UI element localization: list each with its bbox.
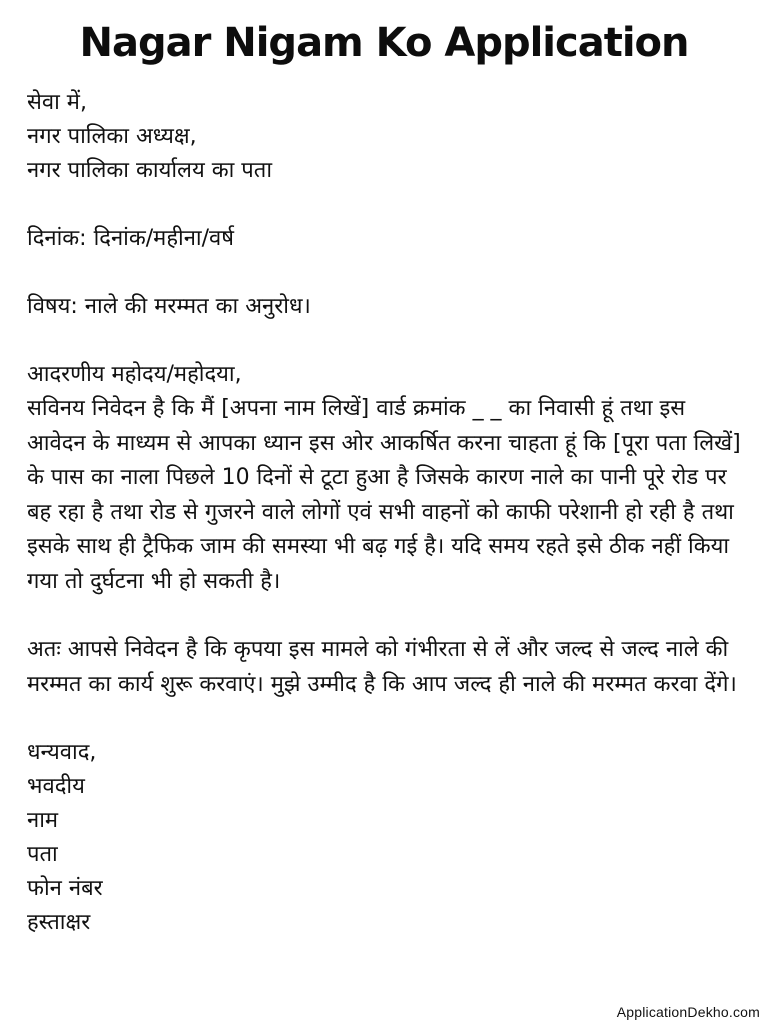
- closing-name: नाम: [27, 808, 59, 833]
- watermark: ApplicationDekho.com: [616, 1004, 760, 1020]
- date-line: दिनांक: दिनांक/महीना/वर्ष: [27, 226, 234, 251]
- body-paragraph-1: सविनय निवेदन है कि मैं [अपना नाम लिखें] वार्ड क्रमांक _ _ का निवासी हूं तथा इस आवेदन के माध्यम से आपका ध्यान इस ओर आकर्षित करना चाहता हूं कि [पूरा पता लिखें] के पास का नाला पिछले 10 दिनों से टूटा हुआ है जिसके कारण नाले का पानी पूरे रोड पर बह रहा है तथा रोड से गुजरने वाले लोगों एवं सभी वाहनों को काफी परेशानी हो रही है तथा इसके साथ ही ट्रैफिक जाम की समस्या भी बढ़ गई है। यदि समय रहते इसे ठीक नहीं किया गया तो दुर्घटना भी हो सकती है।: [27, 396, 741, 594]
- closing-thanks: धन्यवाद,: [27, 740, 97, 765]
- salutation: आदरणीय महोदय/महोदया,: [27, 362, 242, 387]
- subject-line: विषय: नाले की मरम्मत का अनुरोध।: [27, 294, 311, 319]
- page-title: Nagar Nigam Ko Application: [79, 20, 689, 66]
- closing-signature: हस्ताक्षर: [27, 910, 91, 935]
- closing-yours: भवदीय: [27, 774, 85, 799]
- body-paragraph-2: अतः आपसे निवेदन है कि कृपया इस मामले को गंभीरता से लें और जल्द से जल्द नाले की मरम्मत का कार्य शुरू करवाएं। मुझे उम्मीद है कि आप जल्द ही नाले की मरम्मत करवा देंगे।: [27, 637, 737, 697]
- letter-body: [27, 86, 749, 940]
- address-line-2: नगर पालिका अध्यक्ष,: [27, 124, 197, 149]
- spacer: [27, 188, 749, 222]
- spacer: [27, 324, 749, 358]
- spacer: [27, 599, 749, 633]
- address-line-1: सेवा में,: [27, 90, 87, 115]
- closing-phone: फोन नंबर: [27, 876, 103, 901]
- address-line-3: नगर पालिका कार्यालय का पता: [27, 158, 273, 183]
- spacer: [27, 256, 749, 290]
- spacer: [27, 702, 749, 736]
- closing-address: पता: [27, 842, 58, 867]
